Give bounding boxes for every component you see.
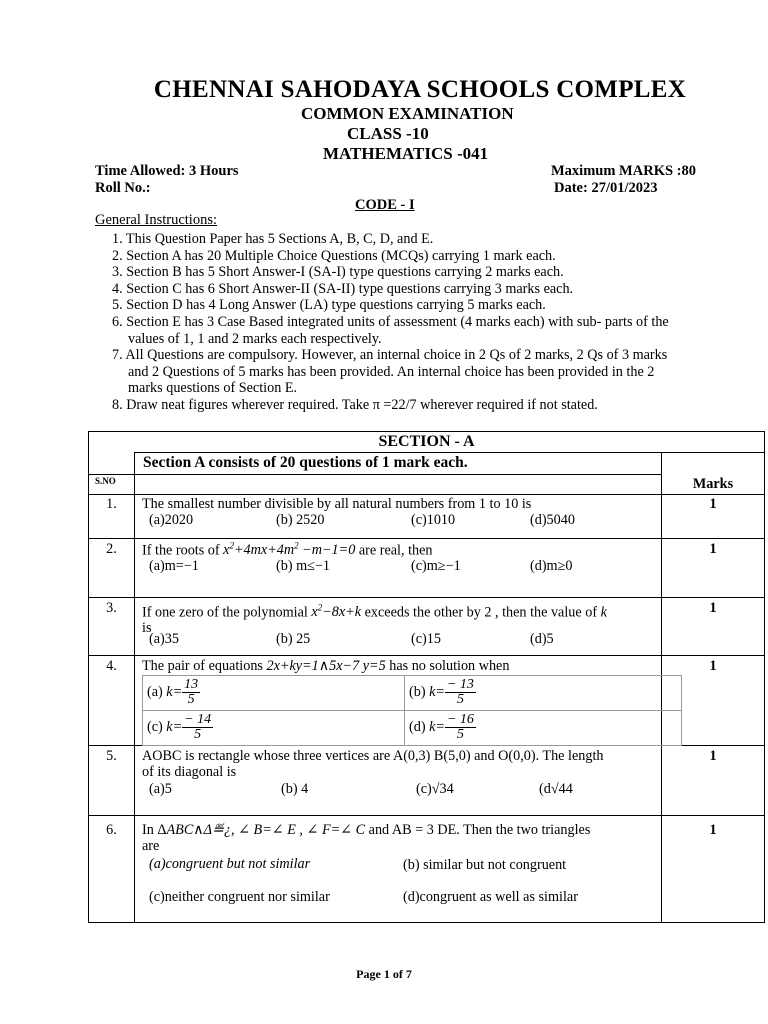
question-text-b: has no solution when xyxy=(389,657,510,674)
question-text-b: are real, then xyxy=(358,542,433,559)
option-d: (d)m≥0 xyxy=(530,557,573,574)
numerator: − 14 xyxy=(184,712,212,727)
question-marks: 1 xyxy=(662,655,765,745)
triangle-expr: ABC∧Δ≝¿ xyxy=(166,821,231,838)
question-number: 4. xyxy=(89,655,135,745)
paper-code: CODE - I xyxy=(355,197,415,213)
option-d: (d)5040 xyxy=(530,511,575,528)
question-text-a: If the roots of xyxy=(142,542,220,559)
option-d: (d)5 xyxy=(530,630,554,647)
instruction-item: and 2 Questions of 5 marks has been provided. An internal choice has been provided in the 2 xyxy=(128,363,655,380)
question-marks: 1 xyxy=(662,538,765,597)
question-marks: 1 xyxy=(662,745,765,815)
instruction-item: 8. Draw neat figures wherever required. Take π =22/7 wherever required if not stated. xyxy=(112,396,598,413)
denominator: 5 xyxy=(194,727,202,742)
option-a: (a)congruent but not similar xyxy=(149,855,311,872)
instructions-title: General Instructions: xyxy=(95,212,218,228)
option-d: (d)congruent as well as similar xyxy=(403,888,578,905)
question-number: 2. xyxy=(89,538,135,597)
option-c: (c)1010 xyxy=(411,511,456,528)
instruction-item: 2. Section A has 20 Multiple Choice Questions (MCQs) carrying 1 mark each. xyxy=(112,247,556,264)
equation-pair: 2x+ky=1∧5x−7 y=5 xyxy=(266,657,386,674)
max-marks: Maximum MARKS :80 xyxy=(551,163,696,179)
option-c xyxy=(143,710,405,745)
numerator: 13 xyxy=(184,677,199,692)
question-marks: 1 xyxy=(662,494,765,538)
option-lhs: k= xyxy=(429,683,445,700)
question-text-a: In Δ xyxy=(142,821,167,838)
section-title: SECTION - A xyxy=(89,432,765,453)
instruction-item: 4. Section C has 6 Short Answer-II (SA-II) type questions carrying 3 marks each. xyxy=(112,280,574,297)
question-row xyxy=(89,745,765,815)
section-a-table xyxy=(88,431,765,923)
instruction-item: values of 1, 1 and 2 marks each respectively. xyxy=(128,330,382,347)
option-lhs: k= xyxy=(166,718,183,735)
option-lhs: k= xyxy=(429,718,445,735)
school-title: CHENNAI SAHODAYA SCHOOLS COMPLEX xyxy=(153,76,687,103)
question-text: AOBC is rectangle whose three vertices are A(0,3) B(5,0) and O(0,0). The length xyxy=(142,747,604,764)
page-of: of xyxy=(392,967,403,981)
sno-header: S.NO xyxy=(89,475,135,495)
option-a: (a)35 xyxy=(149,630,179,647)
option-d xyxy=(405,710,682,745)
option-label: (a) xyxy=(147,683,163,700)
equation: $x^2+4mx+4m^2 -m-1=0$ xyxy=(223,540,356,559)
question-row xyxy=(89,494,765,538)
marks-header: Marks xyxy=(662,475,765,495)
section-subtitle: Section A consists of 20 questions of 1 mark each. xyxy=(135,453,662,475)
option-label: (b) xyxy=(409,683,426,700)
option-a xyxy=(143,675,405,710)
numerator: − 13 xyxy=(446,677,474,692)
option-b: (b) 2520 xyxy=(276,511,325,528)
question-number: 3. xyxy=(89,597,135,655)
exam-date: Date: 27/01/2023 xyxy=(554,180,658,196)
question-text-c: is xyxy=(142,620,152,637)
question-text-a: If one zero of the polynomial xyxy=(142,604,308,621)
option-c: (c)15 xyxy=(411,630,441,647)
question-text: The smallest number divisible by all natural numbers from 1 to 10 is xyxy=(142,495,532,512)
instruction-item: marks questions of Section E. xyxy=(128,380,298,397)
denominator: 5 xyxy=(456,727,464,742)
option-c: (c)m≥−1 xyxy=(411,557,461,574)
denominator: 5 xyxy=(456,692,464,707)
question-text-a: The pair of equations xyxy=(142,657,263,674)
instructions-list xyxy=(112,231,762,414)
option-a: (a)2020 xyxy=(149,511,194,528)
question-text xyxy=(142,658,660,675)
question-number: 1. xyxy=(89,494,135,538)
question-number: 6. xyxy=(89,815,135,922)
option-d: (d√44 xyxy=(539,780,573,797)
question-text xyxy=(142,822,660,838)
instruction-item: 1. This Question Paper has 5 Sections A, B, C, D, and E. xyxy=(112,231,434,247)
question-text-b: and AB = 3 DE. Then the two triangles xyxy=(368,821,591,838)
variable-k: k xyxy=(600,604,607,621)
page-footer xyxy=(0,967,768,982)
polynomial: $x^2-8x+k$ xyxy=(311,602,362,621)
option-b: (b) m≤−1 xyxy=(276,557,331,574)
question-number: 5. xyxy=(89,745,135,815)
denominator: 5 xyxy=(187,692,195,707)
question-text xyxy=(142,600,660,637)
instruction-item: 7. All Questions are compulsory. However, an internal choice in 2 Qs of 2 marks, 2 Qs of 3 marks xyxy=(112,347,668,364)
question-text-2: are xyxy=(142,837,160,854)
option-lhs: k= xyxy=(166,683,183,700)
roll-no: Roll No.: xyxy=(95,180,151,196)
numerator: − 16 xyxy=(446,712,474,727)
option-b: (b) similar but not congruent xyxy=(403,856,567,873)
option-label: (d) xyxy=(409,718,426,735)
page-total: 7 xyxy=(405,967,412,981)
option-a: (a)m=−1 xyxy=(149,557,199,574)
question-marks: 1 xyxy=(662,815,765,922)
option-b: (b) 25 xyxy=(276,630,311,647)
instruction-item: 5. Section D has 4 Long Answer (LA) type questions carrying 5 marks each. xyxy=(112,297,546,314)
page-number: 1 xyxy=(383,967,390,981)
exam-name: COMMON EXAMINATION xyxy=(301,104,514,123)
fraction xyxy=(182,713,213,742)
question-row xyxy=(89,815,765,922)
fraction xyxy=(182,678,200,707)
class-label: CLASS -10 xyxy=(347,124,429,143)
angle-expr: , ∠ B=∠ E , ∠ F=∠ C xyxy=(231,821,366,838)
fraction xyxy=(445,713,476,742)
question-text xyxy=(142,541,660,560)
option-a: (a)5 xyxy=(149,780,172,797)
option-c: (c)neither congruent nor similar xyxy=(149,888,330,905)
option-b xyxy=(405,675,682,710)
fraction xyxy=(445,678,476,707)
option-label: (c) xyxy=(147,718,163,735)
page-prefix: Page xyxy=(356,967,381,981)
question-text-2: of its diagonal is xyxy=(142,763,237,780)
option-b: (b) 4 xyxy=(281,780,309,797)
question-row xyxy=(89,538,765,597)
question-marks: 1 xyxy=(662,597,765,655)
question-row xyxy=(89,597,765,655)
options-grid xyxy=(142,675,682,746)
option-c: (c)√34 xyxy=(416,780,454,797)
time-allowed: Time Allowed: 3 Hours xyxy=(95,163,239,179)
instruction-item: 3. Section B has 5 Short Answer-I (SA-I) type questions carrying 2 marks each. xyxy=(112,264,564,281)
question-row xyxy=(89,655,765,745)
subject-label: MATHEMATICS -041 xyxy=(323,144,489,163)
question-text-b: exceeds the other by 2 , then the value of xyxy=(364,604,598,621)
instruction-item: 6. Section E has 3 Case Based integrated units of assessment (4 marks each) with sub- parts of the xyxy=(112,313,669,330)
